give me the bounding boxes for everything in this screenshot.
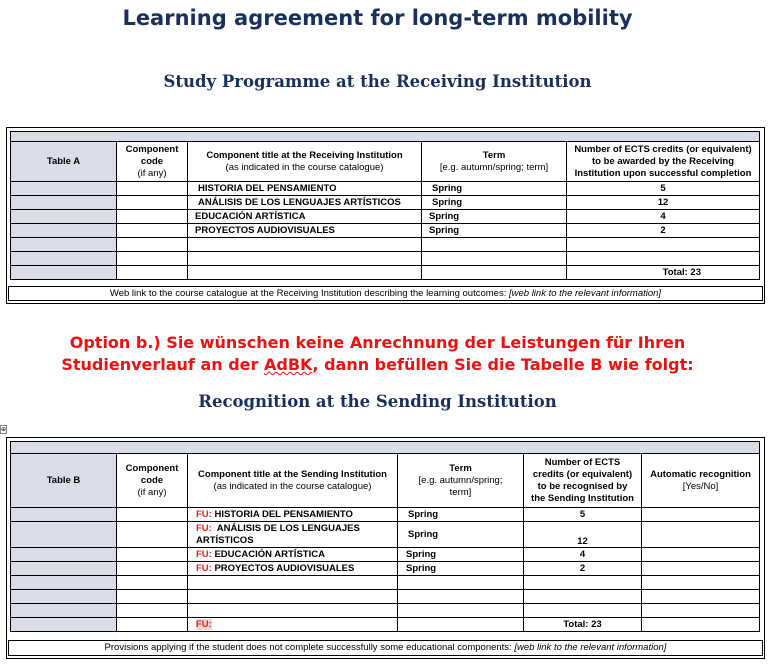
table-a xyxy=(10,131,760,280)
header-component-code: Component code (if any) xyxy=(117,454,188,508)
header-term: Term [e.g. autumn/spring; term] xyxy=(422,142,567,182)
table-row: EDUCACIÓN ARTÍSTICA Spring 4 xyxy=(11,210,760,224)
table-row: PROYECTOS AUDIOVISUALES Spring 2 xyxy=(11,224,760,238)
course-catalogue-link[interactable]: [web link to the relevant information] xyxy=(508,288,662,299)
table-row: FU: HISTORIA DEL PENSAMIENTO Spring 5 xyxy=(11,508,760,522)
table-row xyxy=(11,576,760,590)
table-row: ANÁLISIS DE LOS LENGUAJES ARTÍSTICOS Spring 12 xyxy=(11,196,760,210)
table-b-total-row xyxy=(11,618,760,632)
table-a-total: Total: 23 xyxy=(567,266,760,280)
header-automatic-recognition: Automatic recognition [Yes/No] xyxy=(642,454,760,508)
table-row: FU: ANÁLISIS DE LOS LENGUAJES ARTÍSTICOS Spring 12 xyxy=(11,522,760,548)
course-catalogue-link-row: Web link to the course catalogue at the Receiving Institution describing the learning outcomes: [web link to the relevant information] xyxy=(8,286,763,301)
document-title: Learning agreement for long-term mobility xyxy=(122,6,633,30)
fu-total-prefix: FU: xyxy=(196,619,212,630)
table-row xyxy=(11,238,760,252)
table-row xyxy=(11,590,760,604)
header-ects-credits: Number of ECTS credits (or equivalent) to be awarded by the Receiving Institution upon successful completion xyxy=(567,142,760,182)
table-a-label: Table A xyxy=(11,142,117,182)
subtitle-recognition: Recognition at the Sending Institution xyxy=(198,392,557,411)
provisions-link[interactable]: [web link to the relevant information] xyxy=(514,642,667,653)
table-a-total-row xyxy=(11,266,760,280)
header-term: Term [e.g. autumn/spring; term] xyxy=(398,454,524,508)
anchor-icon[interactable]: ⊕ xyxy=(1,426,7,433)
table-b xyxy=(10,441,760,632)
subtitle-study-programme: Study Programme at the Receiving Institution xyxy=(163,72,592,91)
table-b-label: Table B xyxy=(11,454,117,508)
header-component-code: Component code (if any) xyxy=(117,142,188,182)
header-component-title: Component title at the Sending Institution (as indicated in the course catalogue) xyxy=(188,454,398,508)
option-b-notice: Option b.) Sie wünschen keine Anrechnung der Leistungen für Ihren Studienverlauf an der AdBK, dann befüllen Sie die Tabelle B wie folgt: xyxy=(61,333,694,374)
provisions-row: Provisions applying if the student does not complete successfully some educational components: [web link to the relevant information] xyxy=(8,640,763,656)
table-b-top-band xyxy=(11,442,760,454)
table-row xyxy=(11,252,760,266)
table-row: FU: EDUCACIÓN ARTÍSTICA Spring 4 xyxy=(11,548,760,562)
table-a-top-band xyxy=(11,132,760,142)
table-row: HISTORIA DEL PENSAMIENTO Spring 5 xyxy=(11,182,760,196)
header-component-title: Component title at the Receiving Institution (as indicated in the course catalogue) xyxy=(188,142,422,182)
table-row xyxy=(11,604,760,618)
header-ects-credits: Number of ECTS credits (or equivalent) to be recognised by the Sending Institution xyxy=(524,454,642,508)
table-row: FU: PROYECTOS AUDIOVISUALES Spring 2 xyxy=(11,562,760,576)
table-b-total: Total: 23 xyxy=(524,618,642,632)
